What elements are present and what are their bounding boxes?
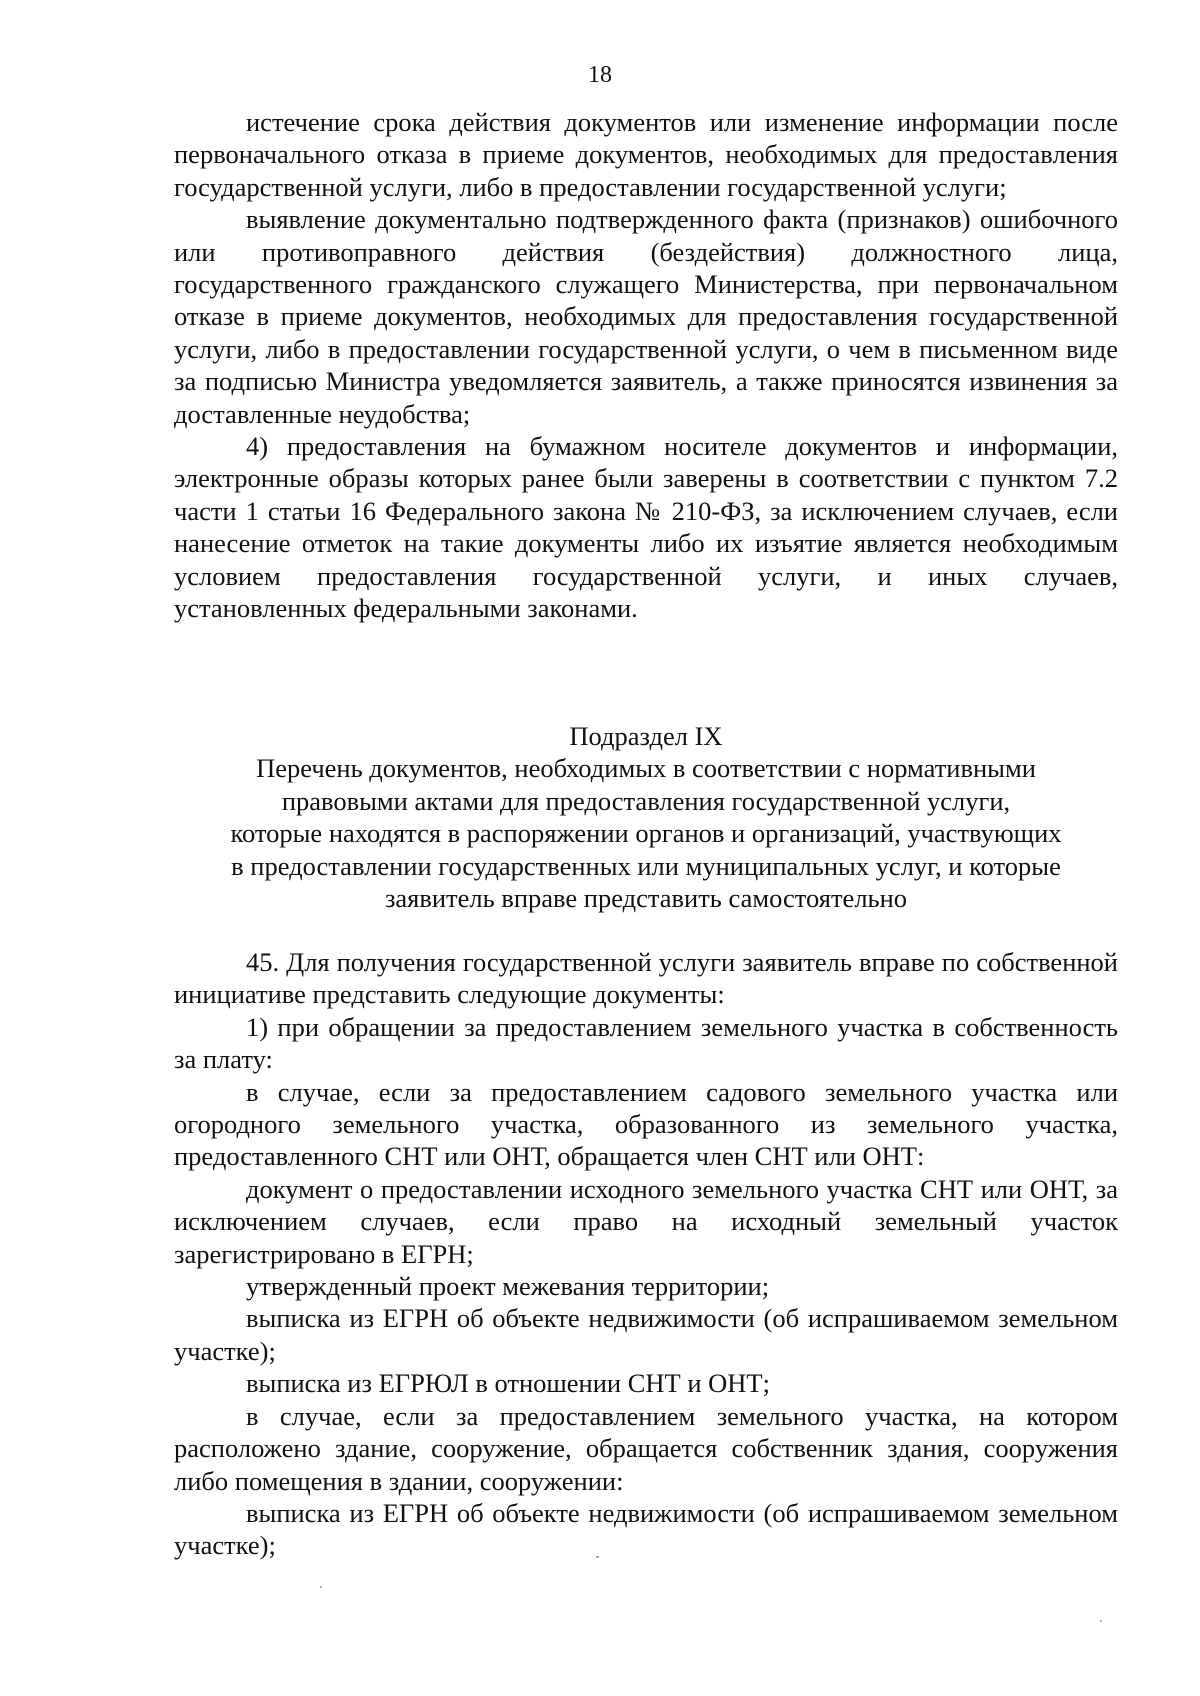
page-number: 18 xyxy=(588,62,612,88)
paragraph: выписка из ЕГРН об объекте недвижимости (об испрашиваемом земельном участке); xyxy=(174,1497,1118,1561)
scan-speck xyxy=(596,1556,599,1558)
scan-speck xyxy=(320,1586,322,1588)
paragraph: 45. Для получения государственной услуги заявитель вправе по собственной инициативе представить следующие документы: xyxy=(174,947,1118,1010)
paragraph: выявление документально подтвержденного факта (признаков) ошибочного или противоправного действия (бездействия) должностного лица, государственного гражданского служащего Министерства, при первоначальном отказе в приеме документов, необходимых для предоставления государственной услуги, либо в предоставлении государственной услуги, о чем в письменном виде за подписью Министра уведомляется заявитель, а также приносятся извинения за доставленные неудобства; xyxy=(174,204,1118,429)
body-text-bottom xyxy=(174,946,1118,1562)
subsection-header xyxy=(174,720,1118,914)
subsection-title-line: которые находятся в распоряжении органов и организаций, участвующих xyxy=(230,818,1062,849)
subsection-heading: Подраздел IX xyxy=(569,721,723,751)
paragraph: в случае, если за предоставлением земельного участка, на котором расположено здание, сооружение, обращается собственник здания, сооружения либо помещения в здании, сооружении: xyxy=(174,1400,1118,1496)
paragraph: выписка из ЕГРН об объекте недвижимости (об испрашиваемом земельном участке); xyxy=(174,1303,1118,1366)
paragraph: 4) предоставления на бумажном носителе документов и информации, электронные образы которых ранее были заверены в соответствии с пунктом 7.2 части 1 статьи 16 Федерального закона № 210-ФЗ, за исключением случаев, если нанесение отметок на такие документы либо их изъятие является необходимым условием предоставления государственной услуги, и иных случаев, установленных федеральными законами. xyxy=(174,431,1118,624)
paragraph: 1) при обращении за предоставлением земельного участка в собственность за плату: xyxy=(174,1011,1118,1075)
subsection-title-line: правовыми актами для предоставления государственной услуги, xyxy=(281,785,1011,816)
paragraph: выписка из ЕГРЮЛ в отношении СНТ и ОНТ; xyxy=(246,1368,770,1399)
subsection-title-line: в предоставлении государственных или муниципальных услуг, и которые xyxy=(231,850,1061,881)
paragraph: в случае, если за предоставлением садового земельного участка или огородного земельного участка, образованного из земельного участка, предоставленного СНТ или ОНТ, обращается член СНТ или ОНТ: xyxy=(174,1076,1118,1172)
paragraph: документ о предоставлении исходного земельного участка СНТ или ОНТ, за исключением случаев, если право на исходный земельный участок зарегистрировано в ЕГРН; xyxy=(174,1173,1118,1269)
subsection-title-line: заявитель вправе представить самостоятельно xyxy=(384,883,908,914)
body-text-top xyxy=(174,106,1118,625)
subsection-title-line: Перечень документов, необходимых в соответствии с нормативными xyxy=(256,753,1036,784)
paragraph: истечение срока действия документов или изменение информации после первоначального отказа в приеме документов, необходимых для предоставления государственной услуги, либо в предоставлении государственной услуги; xyxy=(174,107,1118,202)
paragraph: утвержденный проект межевания территории; xyxy=(246,1271,770,1302)
scan-speck xyxy=(1100,1620,1102,1622)
